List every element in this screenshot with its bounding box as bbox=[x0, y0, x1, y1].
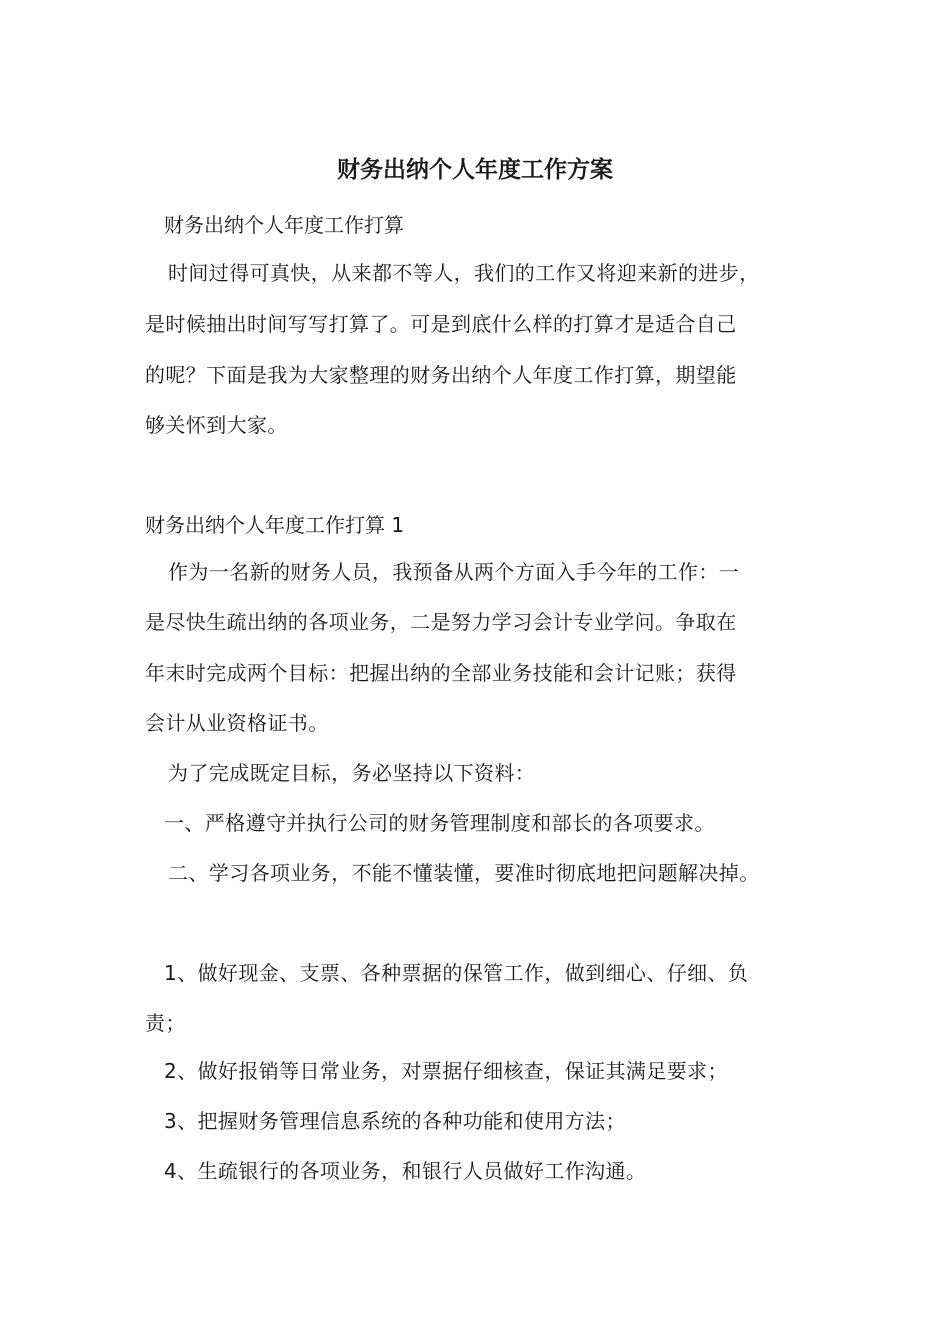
section-line-3: 年末时完成两个目标：把握出纳的全部业务技能和会计记账；获得 bbox=[145, 661, 737, 685]
list-item-1-line-2: 责； bbox=[145, 1011, 186, 1035]
section-line-4: 会计从业资格证书。 bbox=[145, 711, 329, 735]
list-item-2: 2、做好报销等日常业务，对票据仔细核查，保证其满足要求； bbox=[164, 1059, 728, 1083]
section-line-1: 作为一名新的财务人员，我预备从两个方面入手今年的工作：一 bbox=[168, 560, 740, 584]
list-item-4: 4、生疏银行的各项业务，和银行人员做好工作沟通。 bbox=[164, 1159, 647, 1183]
section-line-2: 是尽快生疏出纳的各项业务，二是努力学习会计专业学问。争取在 bbox=[145, 610, 737, 634]
document-subtitle: 财务出纳个人年度工作打算 bbox=[164, 213, 404, 237]
section-heading: 财务出纳个人年度工作打算 1 bbox=[145, 513, 405, 537]
intro-line-1: 时间过得可真快，从来都不等人，我们的工作又将迎来新的进步， bbox=[168, 261, 760, 285]
point-one: 一、严格遵守并执行公司的财务管理制度和部长的各项要求。 bbox=[164, 811, 715, 835]
intro-line-2: 是时候抽出时间写写打算了。可是到底什么样的打算才是适合自己 bbox=[145, 312, 737, 336]
list-item-1-line-1: 1、做好现金、支票、各种票据的保管工作，做到细心、仔细、负 bbox=[164, 961, 749, 985]
document-title: 财务出纳个人年度工作方案 bbox=[337, 157, 613, 183]
goal-intro: 为了完成既定目标，务必坚持以下资料： bbox=[168, 761, 536, 785]
intro-line-3: 的呢？下面是我为大家整理的财务出纳个人年度工作打算，期望能 bbox=[145, 363, 737, 387]
intro-line-4: 够关怀到大家。 bbox=[145, 413, 288, 437]
point-two: 二、学习各项业务，不能不懂装懂，要准时彻底地把问题解决掉。 bbox=[168, 861, 760, 885]
list-item-3: 3、把握财务管理信息系统的各种功能和使用方法； bbox=[164, 1109, 626, 1133]
